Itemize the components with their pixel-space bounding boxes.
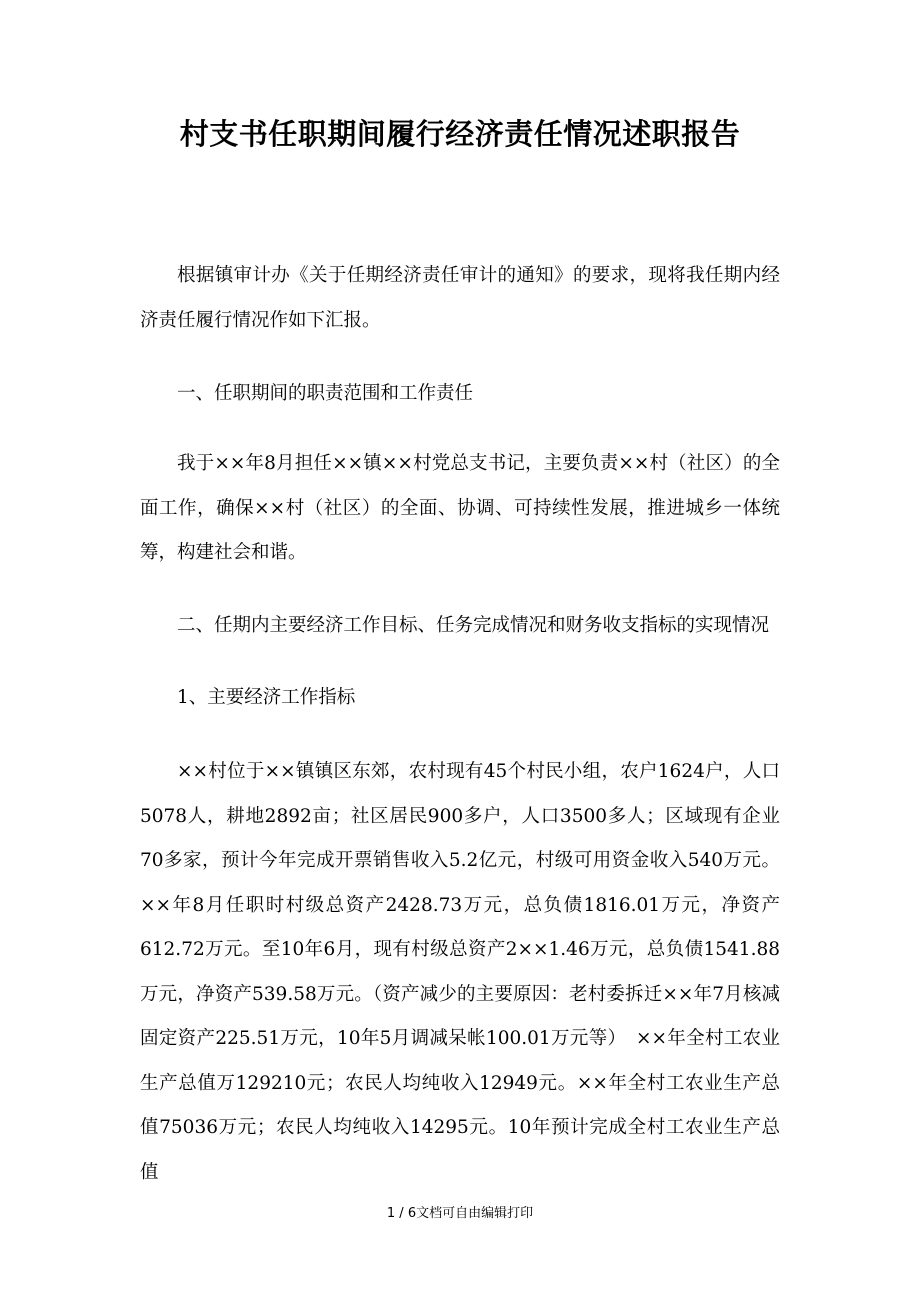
paragraph-economic-indicators: ××村位于××镇镇区东郊，农村现有45个村民小组，农户1624户，人口5078人，耕地2892亩；社区居民900多户，人口3500多人；区域现有企业70多家，预计今年完成开票销售收入5.2亿元，村级可用资金收入540万元。××年8月任职时村级总资产2428.73万元，总负债1816.01万元，净资产612.72万元。至10年6月，现有村级总资产2××1.46万元，总负债1541.88万元，净资产539.58万元。（资产减少的主要原因：老村委拆迁××年7月核减固定资产225.51万元，10年5月调减呆帐100.01万元等） ××年全村工农业生产总值万129210元；农民人均纯收入12949元。××年全村工农业生产总值75036万元；农民人均纯收入14295元。10年预计完成全村工农业生产总值 (140, 761, 780, 1183)
section-heading-1: 一、任职期间的职责范围和工作责任 (177, 383, 474, 404)
section-heading-2: 二、任期内主要经济工作目标、任务完成情况和财务收支指标的实现情况 (177, 615, 770, 636)
paragraph-responsibilities: 我于××年8月担任××镇××村党总支书记，主要负责××村（社区）的全面工作，确保××村（社区）的全面、协调、可持续性发展，推进城乡一体统筹，构建社会和谐。 (140, 453, 780, 563)
paragraph-intro: 根据镇审计办《关于任期经济责任审计的通知》的要求，现将我任期内经济责任履行情况作如下汇报。 (140, 265, 780, 331)
subsection-heading-1: 1、主要经济工作指标 (177, 687, 356, 708)
document-title: 村支书任职期间履行经济责任情况述职报告 (179, 117, 741, 151)
page-footer: 1 / 6文档可自由编辑打印 (386, 1206, 534, 1221)
